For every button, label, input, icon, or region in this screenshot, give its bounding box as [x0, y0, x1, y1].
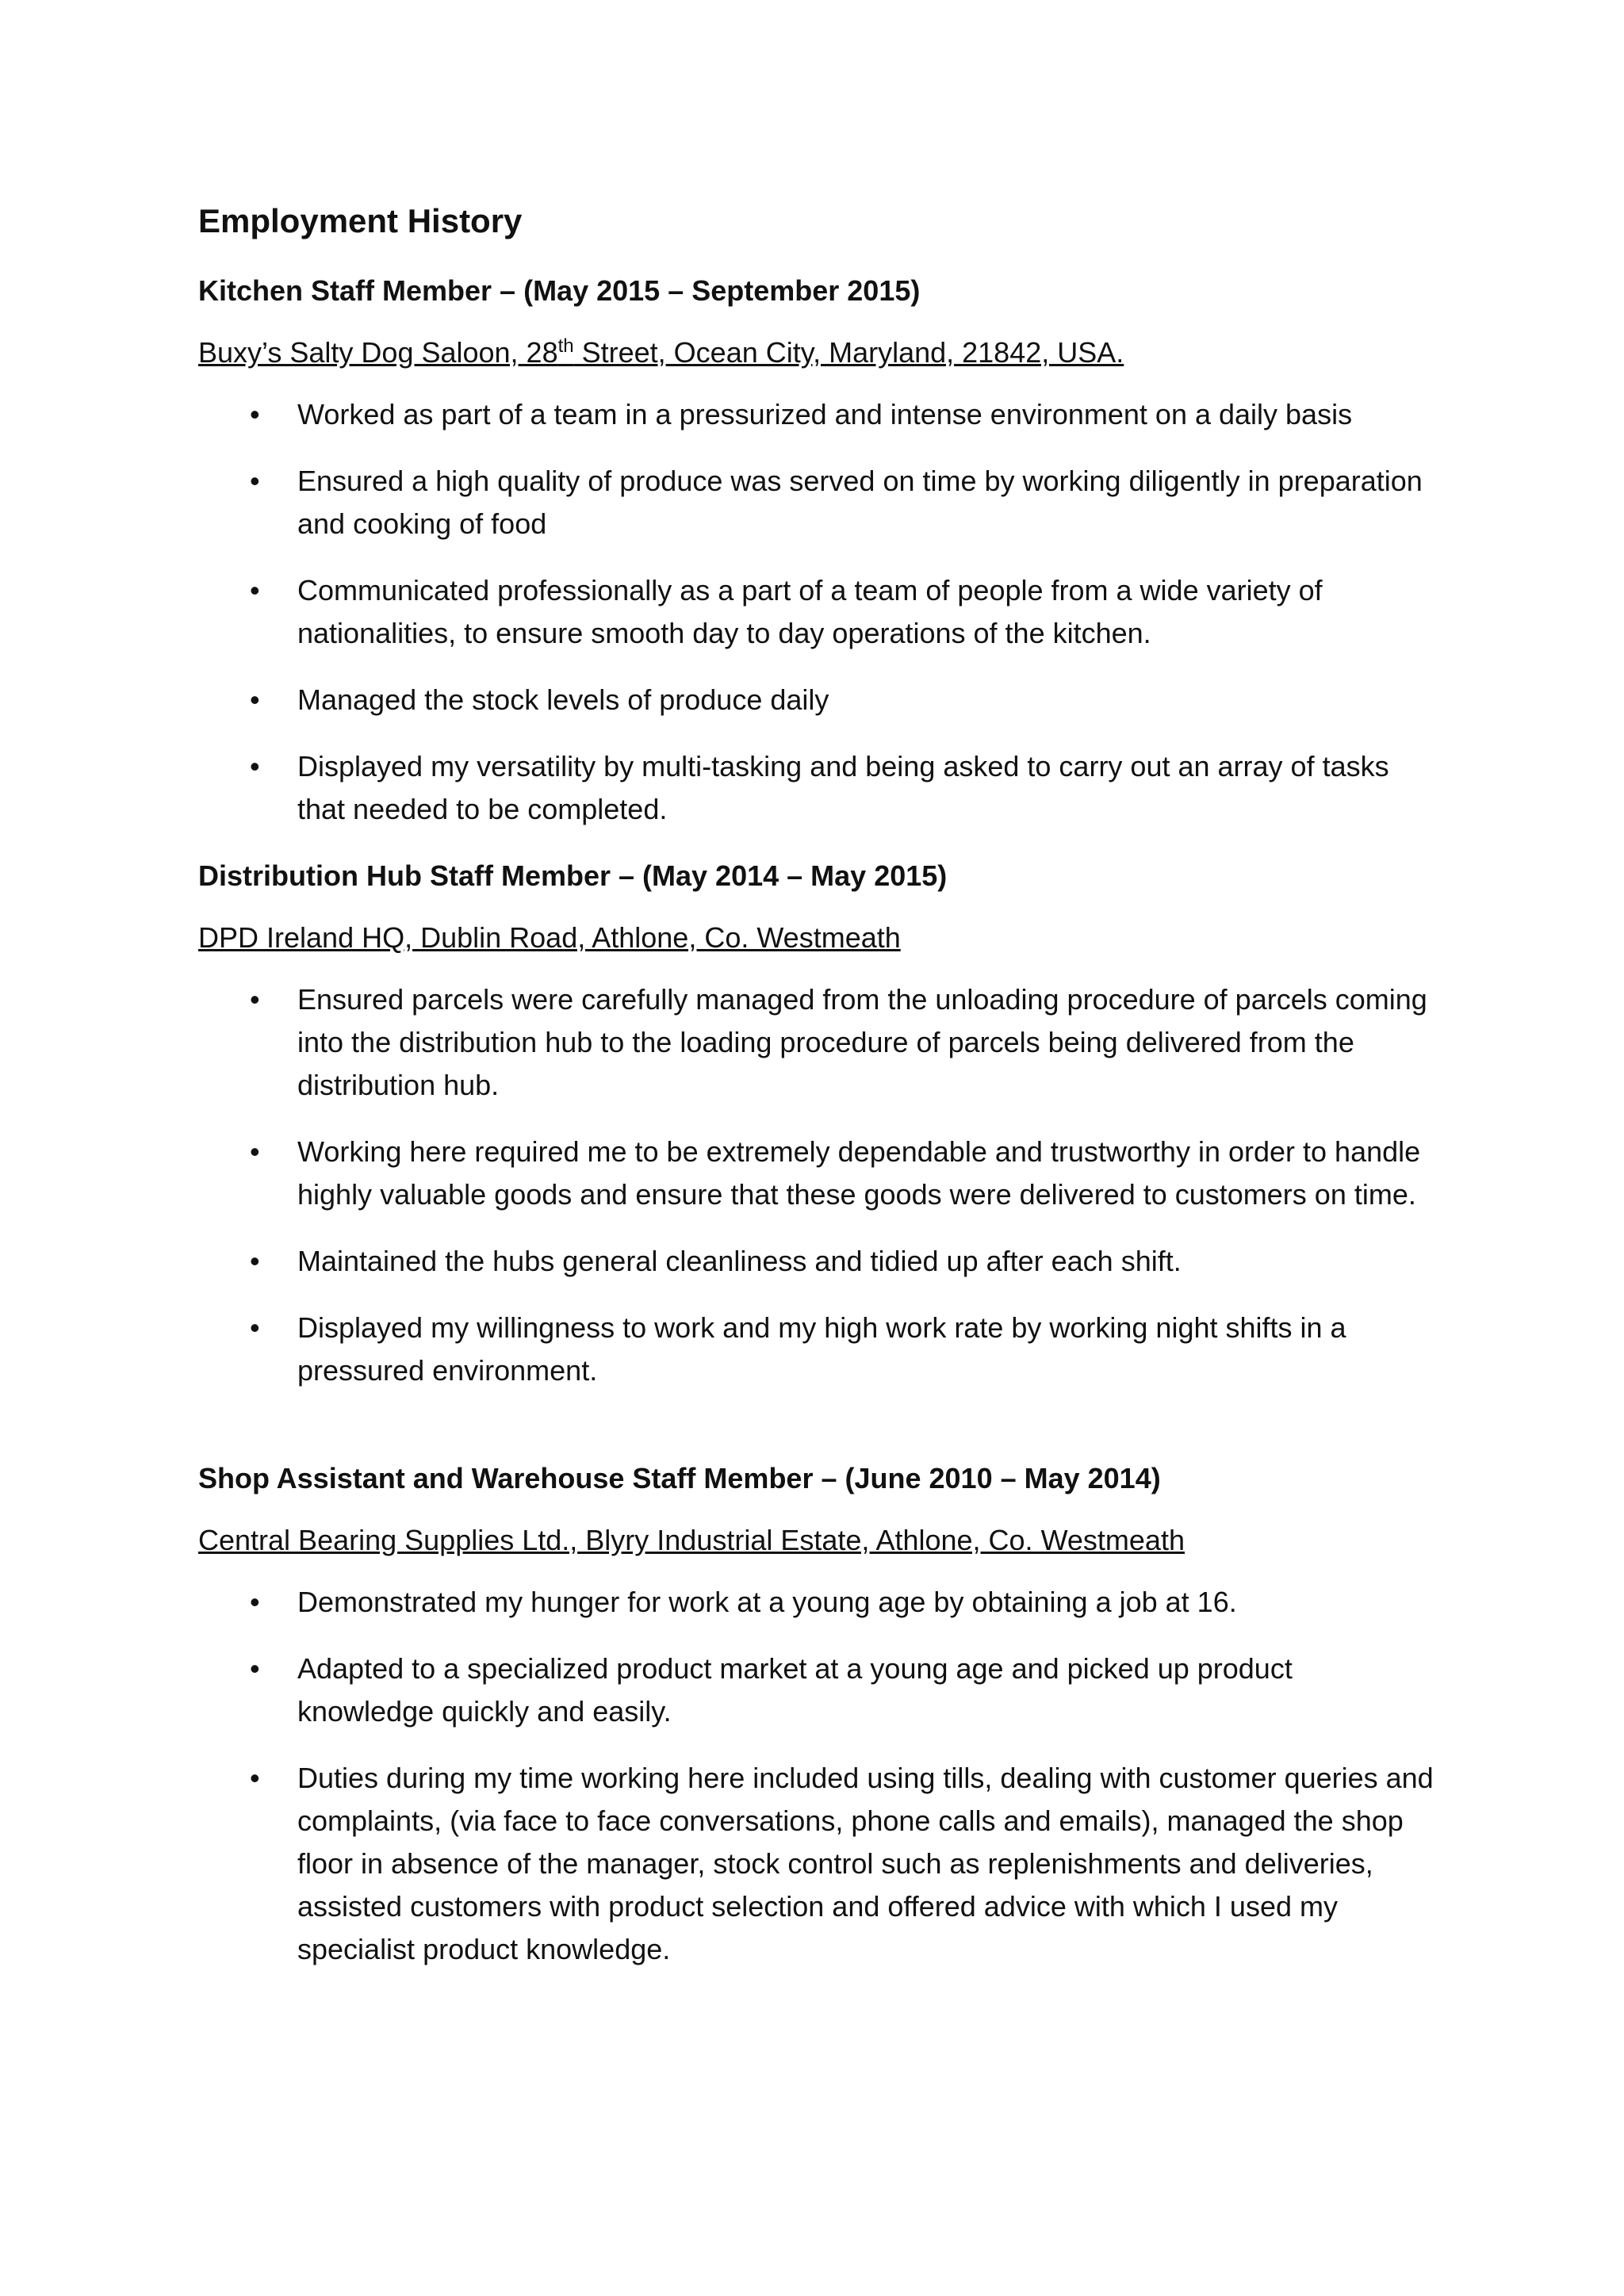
document-content: [198, 197, 1435, 1995]
list-item: [198, 679, 1435, 721]
job-entry-distribution-hub: [198, 855, 1435, 1392]
bullet-icon: •: [250, 1586, 260, 1618]
list-item: [198, 1240, 1435, 1283]
list-item: [198, 1131, 1435, 1216]
job-title: Kitchen Staff Member – (May 2015 – September 2015): [198, 274, 921, 307]
duties-list: [198, 978, 1435, 1392]
bullet-icon: •: [250, 750, 260, 783]
list-item-text: Displayed my versatility by multi-tasking and being asked to carry out an array of tasks that needed to be completed.: [297, 750, 1389, 825]
list-item: [198, 1581, 1435, 1624]
employer-address: Central Bearing Supplies Ltd., Blyry Industrial Estate, Athlone, Co. Westmeath: [198, 1524, 1185, 1556]
list-item-text: Demonstrated my hunger for work at a young age by obtaining a job at 16.: [297, 1586, 1237, 1618]
list-item-text: Displayed my willingness to work and my high work rate by working night shifts in a pressured environment.: [297, 1311, 1346, 1387]
bullet-icon: •: [250, 574, 260, 607]
section-title: Employment History: [198, 202, 523, 239]
employer-address: [198, 331, 1435, 374]
bullet-icon: •: [250, 1311, 260, 1344]
job-title: Shop Assistant and Warehouse Staff Member – (June 2010 – May 2014): [198, 1462, 1161, 1494]
employer-superscript: th: [557, 335, 574, 357]
list-item-text: Maintained the hubs general cleanliness and tidied up after each shift.: [297, 1245, 1182, 1277]
list-item-text: Communicated professionally as a part of a team of people from a wide variety of nationalities, to ensure smooth day to day operations of the kitchen.: [297, 574, 1323, 649]
job-entry-kitchen-staff: [198, 270, 1435, 831]
bullet-icon: •: [250, 1652, 260, 1685]
list-item: [198, 745, 1435, 831]
bullet-icon: •: [250, 465, 260, 497]
list-item-text: Duties during my time working here included using tills, dealing with customer queries and complaints, (via face to face conversations, phone calls and emails), managed the shop floor in absence of the manager, stock control such as replenishments and deliveries, assisted customers with product selection and offered advice with which I used my specialist product knowledge.: [297, 1762, 1434, 1965]
duties-list: [198, 1581, 1435, 1971]
list-item-text: Adapted to a specialized product market at a young age and picked up product knowledge quickly and easily.: [297, 1652, 1293, 1728]
bullet-icon: •: [250, 1135, 260, 1168]
duties-list: [198, 393, 1435, 831]
list-item-text: Working here required me to be extremely dependable and trustworthy in order to handle highly valuable goods and ensure that these goods were delivered to customers on time.: [297, 1135, 1421, 1211]
list-item: [198, 1647, 1435, 1733]
bullet-icon: •: [250, 683, 260, 716]
section-spacer: [198, 1416, 1435, 1457]
list-item: [198, 393, 1435, 436]
employer-text: Street, Ocean City, Maryland, 21842, USA.: [573, 336, 1124, 369]
bullet-icon: •: [250, 1762, 260, 1794]
list-item-text: Ensured parcels were carefully managed from the unloading procedure of parcels coming into the distribution hub to the loading procedure of parcels being delivered from the distribution hub.: [297, 983, 1427, 1101]
job-title: Distribution Hub Staff Member – (May 2014 – May 2015): [198, 859, 948, 892]
bullet-icon: •: [250, 398, 260, 430]
list-item-text: Managed the stock levels of produce daily: [297, 683, 829, 716]
list-item: [198, 1307, 1435, 1392]
list-item-text: Worked as part of a team in a pressurized and intense environment on a daily basis: [297, 398, 1353, 430]
list-item: [198, 1757, 1435, 1971]
employer-address: DPD Ireland HQ, Dublin Road, Athlone, Co. Westmeath: [198, 921, 901, 954]
employer-text: Buxy’s Salty Dog Saloon, 28: [198, 336, 558, 369]
job-entry-shop-assistant: [198, 1457, 1435, 1971]
list-item-text: Ensured a high quality of produce was served on time by working diligently in preparation and cooking of food: [297, 465, 1423, 540]
bullet-icon: •: [250, 1245, 260, 1277]
list-item: [198, 569, 1435, 655]
list-item: [198, 978, 1435, 1107]
bullet-icon: •: [250, 983, 260, 1016]
list-item: [198, 460, 1435, 545]
